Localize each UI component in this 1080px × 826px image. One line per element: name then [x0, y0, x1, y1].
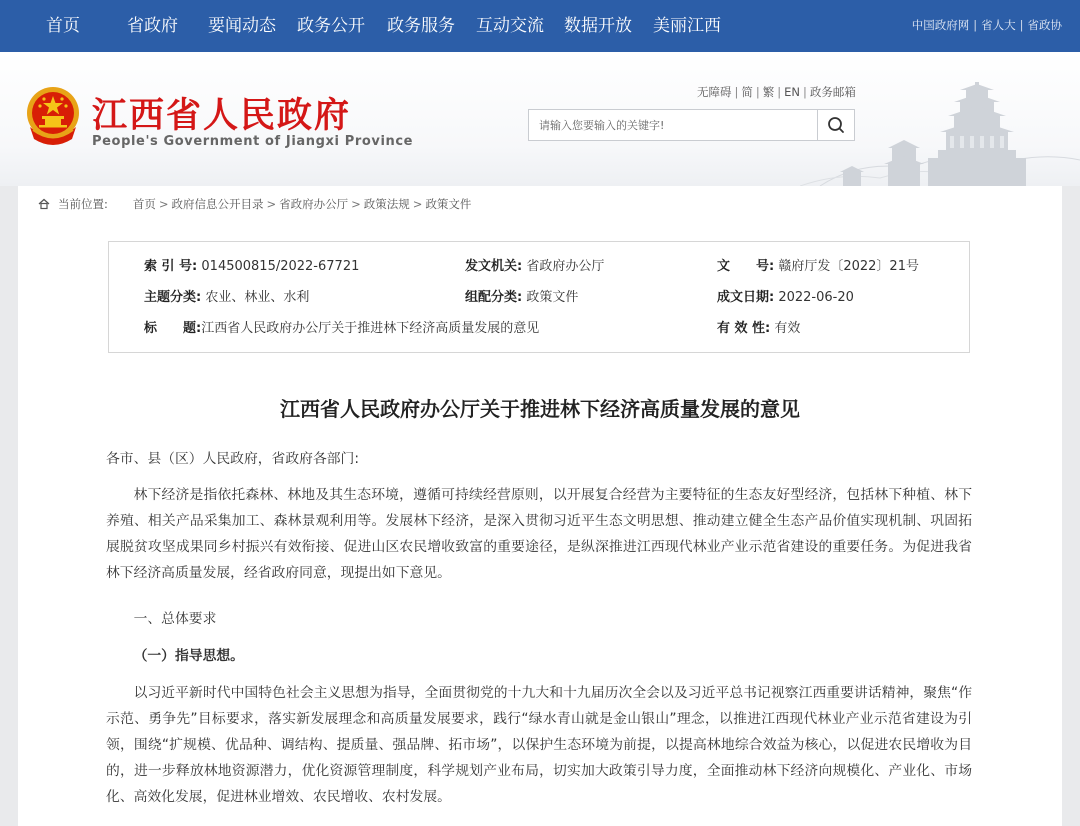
meta-title: [144, 320, 539, 338]
divider: |: [755, 85, 760, 99]
meta-docno-label: 文 号:: [717, 259, 775, 274]
link-simplified[interactable]: 简: [741, 85, 753, 99]
top-nav: [0, 0, 1080, 52]
national-emblem-icon: [24, 85, 82, 149]
link-gov-email[interactable]: 政务邮箱: [809, 85, 856, 99]
breadcrumb-separator: >: [351, 197, 361, 211]
breadcrumb-general-office[interactable]: 省政府办公厅: [279, 197, 349, 211]
meta-date-label: 成文日期:: [717, 290, 775, 305]
breadcrumb-policies[interactable]: 政策法规: [363, 197, 410, 211]
breadcrumb-separator: >: [412, 197, 423, 211]
divider: |: [734, 85, 739, 99]
divider: |: [777, 85, 782, 99]
content-card: [18, 186, 1062, 826]
breadcrumb-home[interactable]: 首页: [132, 197, 156, 211]
document-paragraph: 以习近平新时代中国特色社会主义思想为指导，全面贯彻党的十九大和十九届历次全会以及习近平总书记视察江西重要讲话精神，聚焦“作示范、勇争先”目标要求，落实新发展理念和高质量发展要求，践行“绿水青山就是金山银山”理念，以推进江西现代林业产业示范省建设为引领，围绕“扩规模、优品种、调结构、提质量、强品牌、拓市场”，以保护生态环境为前提，以提高林地综合效益为核心，以促进农民增收为目的，进一步释放林地资源潜力，优化资源管理制度，科学规划产业布局，切实加大政策引导力度，全面推动林下经济向规模化、产业化、市场化、高效化发展，促进林业增效、农民增收、农村发展。: [106, 685, 972, 805]
meta-validity: [717, 320, 800, 338]
meta-topic-value: 农业、林业、水利: [205, 290, 310, 305]
divider: |: [973, 18, 978, 32]
top-right-links: [912, 0, 1062, 52]
meta-category-label: 组配分类:: [465, 290, 523, 305]
document-meta-table: [108, 241, 970, 353]
link-english[interactable]: EN: [784, 85, 800, 99]
nav-item-news[interactable]: 要闻动态: [208, 16, 276, 36]
meta-issuer-value: 省政府办公厅: [526, 259, 605, 274]
breadcrumb: [38, 196, 471, 212]
breadcrumb-label: 当前位置:: [58, 197, 108, 211]
meta-index-label: 索 引 号:: [144, 259, 198, 274]
meta-title-label: 标 题:: [144, 321, 202, 336]
breadcrumb-info-catalog[interactable]: 政府信息公开目录: [171, 197, 264, 211]
tengwang-pavilion-illustration: [800, 60, 1080, 186]
home-icon: [38, 198, 50, 210]
meta-index-value: 014500815/2022-67721: [201, 259, 360, 274]
document-title: 江西省人民政府办公厅关于推进林下经济高质量发展的意见: [280, 397, 800, 421]
nav-item-provincial-gov[interactable]: 省政府: [127, 16, 178, 36]
section-heading: 一、总体要求: [133, 611, 217, 627]
document-paragraph: 林下经济是指依托森林、林地及其生态环境，遵循可持续经营原则，以开展复合经营为主要特征的生态友好型经济，包括林下种植、林下养殖、相关产品采集加工、森林景观利用等。发展林下经济，是深入贯彻习近平生态文明思想、推动建立健全生态产品价值实现机制、巩固拓展脱贫攻坚成果同乡村振兴有效衔接、促进山区农民增收致富的重要途径，是纵深推进江西现代林业产业示范省建设的重要任务。为促进我省林下经济高质量发展，经省政府同意，现提出如下意见。: [106, 487, 972, 581]
link-provincial-congress[interactable]: 省人大: [981, 18, 1016, 32]
meta-title-value: 江西省人民政府办公厅关于推进林下经济高质量发展的意见: [201, 321, 540, 336]
meta-category: [465, 289, 578, 307]
nav-item-gov-affairs-public[interactable]: 政务公开: [297, 16, 365, 36]
meta-validity-value: 有效: [774, 321, 801, 336]
divider: |: [803, 85, 807, 99]
meta-validity-label: 有 效 性:: [717, 321, 771, 336]
breadcrumb-separator: >: [266, 197, 277, 211]
breadcrumb-policy-documents[interactable]: 政策文件: [425, 197, 472, 211]
nav-item-beautiful-jiangxi[interactable]: 美丽江西: [653, 16, 721, 36]
document-addressee: 各市、县（区）人民政府，省政府各部门:: [106, 451, 359, 467]
link-accessibility[interactable]: 无障碍: [697, 85, 732, 99]
site-header: [0, 52, 1080, 186]
link-provincial-cppcc[interactable]: 省政协: [1027, 18, 1062, 32]
meta-issuer-label: 发文机关:: [465, 259, 523, 274]
meta-date-value: 2022-06-20: [778, 290, 854, 305]
site-title[interactable]: 江西省人民政府: [92, 95, 352, 136]
nav-item-open-data[interactable]: 数据开放: [564, 16, 632, 36]
nav-item-gov-services[interactable]: 政务服务: [387, 16, 455, 36]
meta-topic-label: 主题分类:: [144, 290, 202, 305]
search-input[interactable]: [529, 110, 819, 140]
link-china-gov[interactable]: 中国政府网: [911, 18, 970, 32]
meta-date: [717, 289, 854, 307]
nav-item-interaction[interactable]: 互动交流: [476, 16, 544, 36]
breadcrumb-separator: >: [158, 197, 169, 211]
divider: |: [1019, 18, 1024, 32]
meta-index: [144, 258, 359, 276]
meta-category-value: 政策文件: [526, 290, 579, 305]
meta-docno-value: 赣府厅发〔2022〕21号: [778, 259, 919, 274]
meta-doc-number: [717, 258, 919, 276]
meta-issuer: [465, 258, 604, 276]
meta-topic: [144, 289, 309, 307]
subsection-heading: （一）指导思想。: [133, 648, 244, 664]
link-traditional[interactable]: 繁: [762, 85, 775, 99]
nav-item-home[interactable]: 首页: [46, 16, 80, 36]
site-title-english: People's Government of Jiangxi Province: [92, 134, 414, 149]
